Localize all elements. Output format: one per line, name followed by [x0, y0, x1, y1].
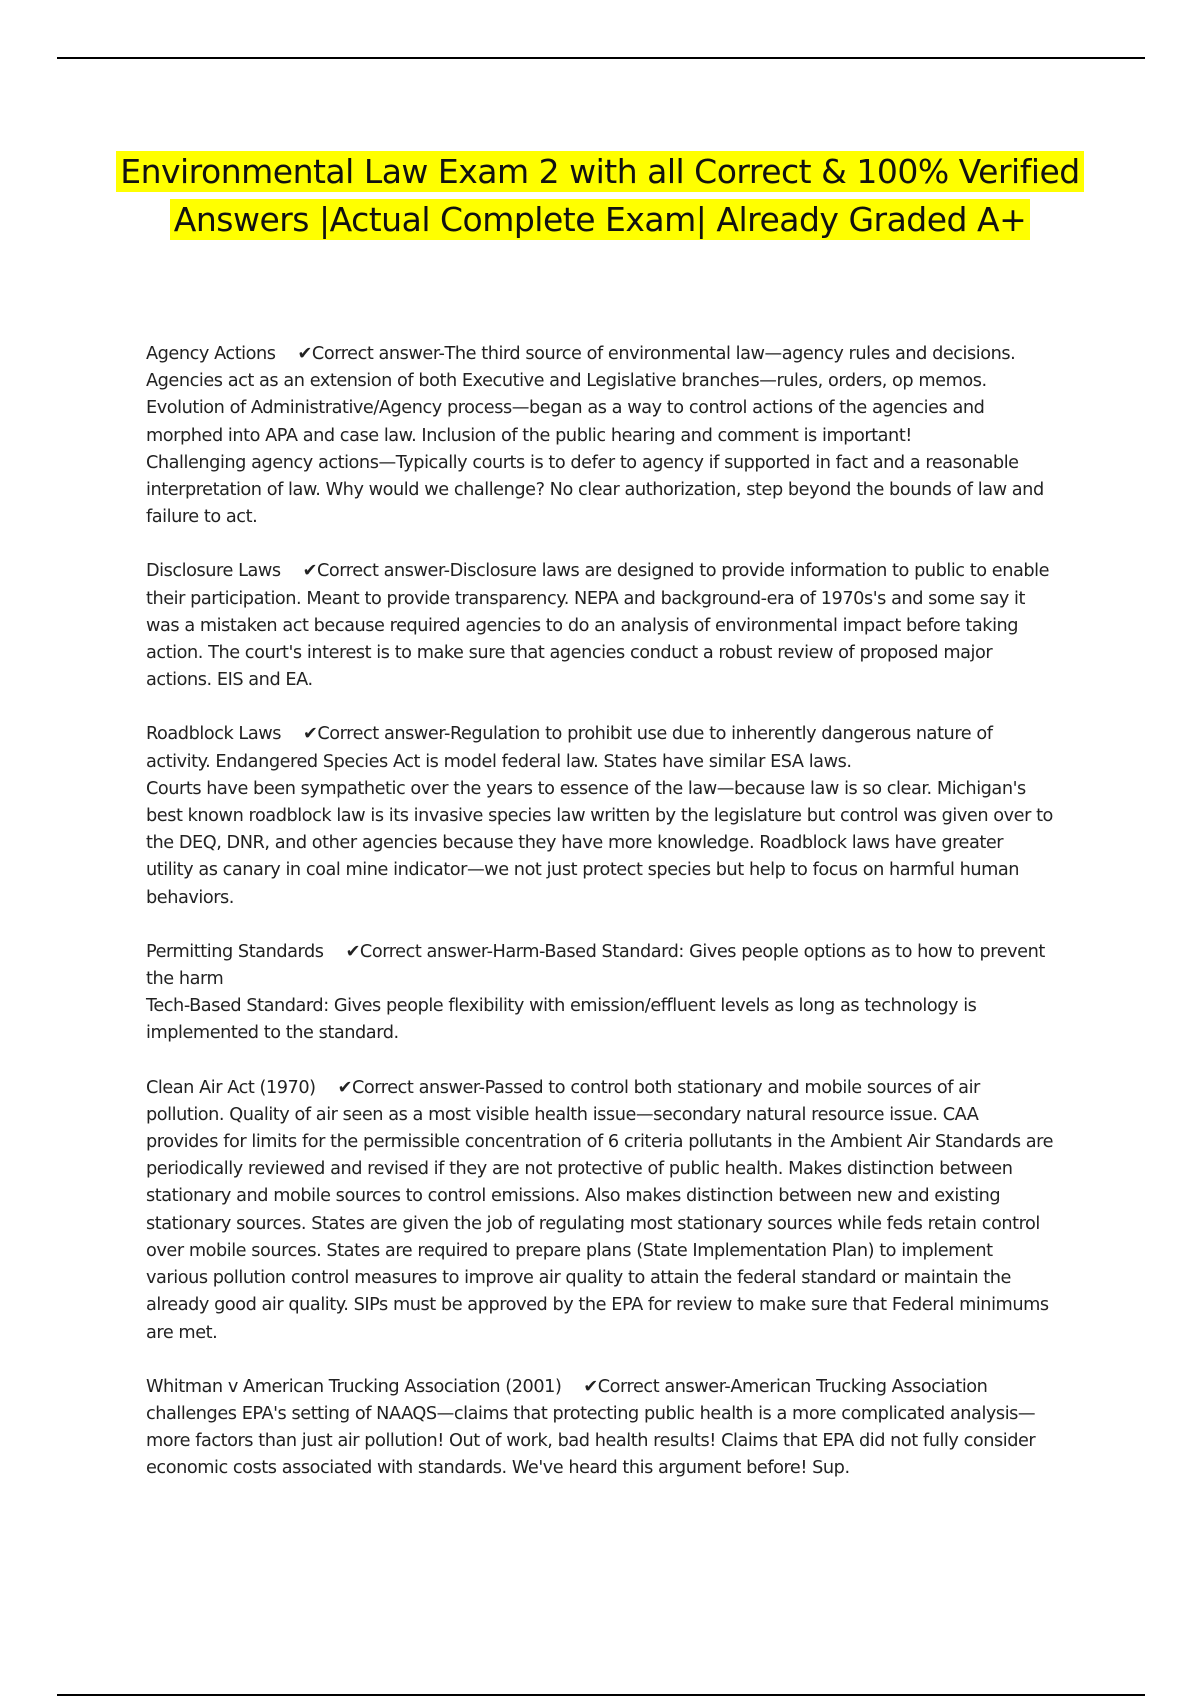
top-rule	[57, 57, 1145, 59]
entry-paragraph: Challenging agency actions—Typically courts is to defer to agency if supported in fact and a reasonable interpretation of law. Why would we challenge? No clear authorization, step beyond the bounds of law and failure to act.	[146, 452, 1044, 528]
entry-answer-text: Disclosure laws are designed to provide information to public to enable their participation. Meant to provide transparency. NEPA and background-era of 1970s's and some say it was a mistaken act because required agencies to do an analysis of environmental impact before taking action. The court's interest is to make sure that agencies conduct a robust review of proposed major actions. EIS and EA.	[146, 561, 1050, 691]
entry-paragraph	[146, 341, 1054, 395]
bottom-rule	[57, 1694, 1145, 1696]
answer-prefix: ✔Correct answer-	[297, 344, 445, 364]
entry-term: Roadblock Laws	[146, 724, 282, 745]
title-block	[100, 148, 1100, 244]
entry-term: Permitting Standards	[146, 941, 324, 962]
qa-entry-whitman-v-american-trucking	[146, 1374, 1054, 1483]
entry-answer-text: Passed to control both stationary and mobile sources of air pollution. Quality of air seen as a most visible health issue—secondary natural resource issue. CAA provides for limits for the permissible concentration of 6 criteria pollutants in the Ambient Air Standards are periodically reviewed and revised if they are not protective of public health. Makes distinction between stationary and mobile sources to control emissions. Also makes distinction between new and existing stationary sources. States are given the job of regulating most stationary sources while feds retain control over mobile sources. States are required to prepare plans (State Implementation Plan) to implement various pollution control measures to improve air quality to attain the federal standard or maintain the already good air quality. SIPs must be approved by the EPA for review to make sure that Federal minimums are met.	[146, 1077, 1054, 1343]
entry-term: Disclosure Laws	[146, 561, 281, 582]
entry-answer-text: Harm-Based Standard: Gives people options as to how to prevent the harm	[146, 941, 1045, 990]
answer-prefix: ✔Correct answer-	[583, 1376, 731, 1397]
entry-paragraph	[146, 1374, 1054, 1483]
entry-term: Whitman v American Trucking Association (2001)	[146, 1376, 562, 1397]
answer-prefix: ✔Correct answer-	[337, 1077, 485, 1098]
entry-answer-text: Regulation to prohibit use due to inherently dangerous nature of activity. Endangered Species Act is model federal law. States have similar ESA laws.	[146, 724, 993, 772]
qa-entry-clean-air-act	[146, 1075, 1054, 1347]
answer-prefix: ✔Correct answer-	[303, 724, 450, 745]
qa-entry-agency-actions	[146, 341, 1054, 531]
entry-paragraph	[146, 939, 1054, 993]
qa-entry-roadblock-laws	[146, 721, 1054, 911]
answer-prefix: ✔Correct answer-	[345, 941, 493, 962]
entry-term: Clean Air Act (1970)	[146, 1077, 316, 1098]
page-title	[100, 148, 1100, 244]
answer-prefix: ✔Correct answer-	[302, 561, 450, 582]
entry-term: Agency Actions	[146, 344, 276, 364]
title-highlight: Environmental Law Exam 2 with all Correct & 100% Verified Answers |Actual Complete Exam| Already Graded A+	[116, 151, 1084, 240]
qa-entry-permitting-standards	[146, 939, 1054, 1048]
entry-paragraph	[146, 558, 1054, 694]
entry-paragraph: Evolution of Administrative/Agency process—began as a way to control actions of the agencies and morphed into APA and case law. Inclusion of the public hearing and comment is important!	[146, 398, 985, 446]
entry-answer-text: American Trucking Association challenges EPA's setting of NAAQS—claims that protecting public health is a more complicated analysis—more factors than just air pollution! Out of work, bad health results! Claims that EPA did not fully consider economic costs associated with standards. We've heard this argument before! Sup.	[146, 1376, 1036, 1479]
entry-paragraph	[146, 1075, 1054, 1347]
entry-paragraph: Courts have been sympathetic over the years to essence of the law—because law is so clear. Michigan's best known roadblock law is its invasive species law written by the legislature but control was given over to the DEQ, DNR, and other agencies because they have more knowledge. Roadblock laws have greater utility as canary in coal mine indicator—we not just protect species but help to focus on harmful human behaviors.	[146, 778, 1053, 908]
entry-paragraph: Tech-Based Standard: Gives people flexibility with emission/effluent levels as long as technology is implemented to the standard.	[146, 996, 977, 1044]
entry-paragraph	[146, 721, 1054, 775]
document-body	[146, 341, 1054, 1510]
qa-entry-disclosure-laws	[146, 558, 1054, 694]
entry-answer-text: The third source of environmental law—agency rules and decisions. Agencies act as an extension of both Executive and Legislative branches—rules, orders, op memos.	[146, 344, 1016, 392]
